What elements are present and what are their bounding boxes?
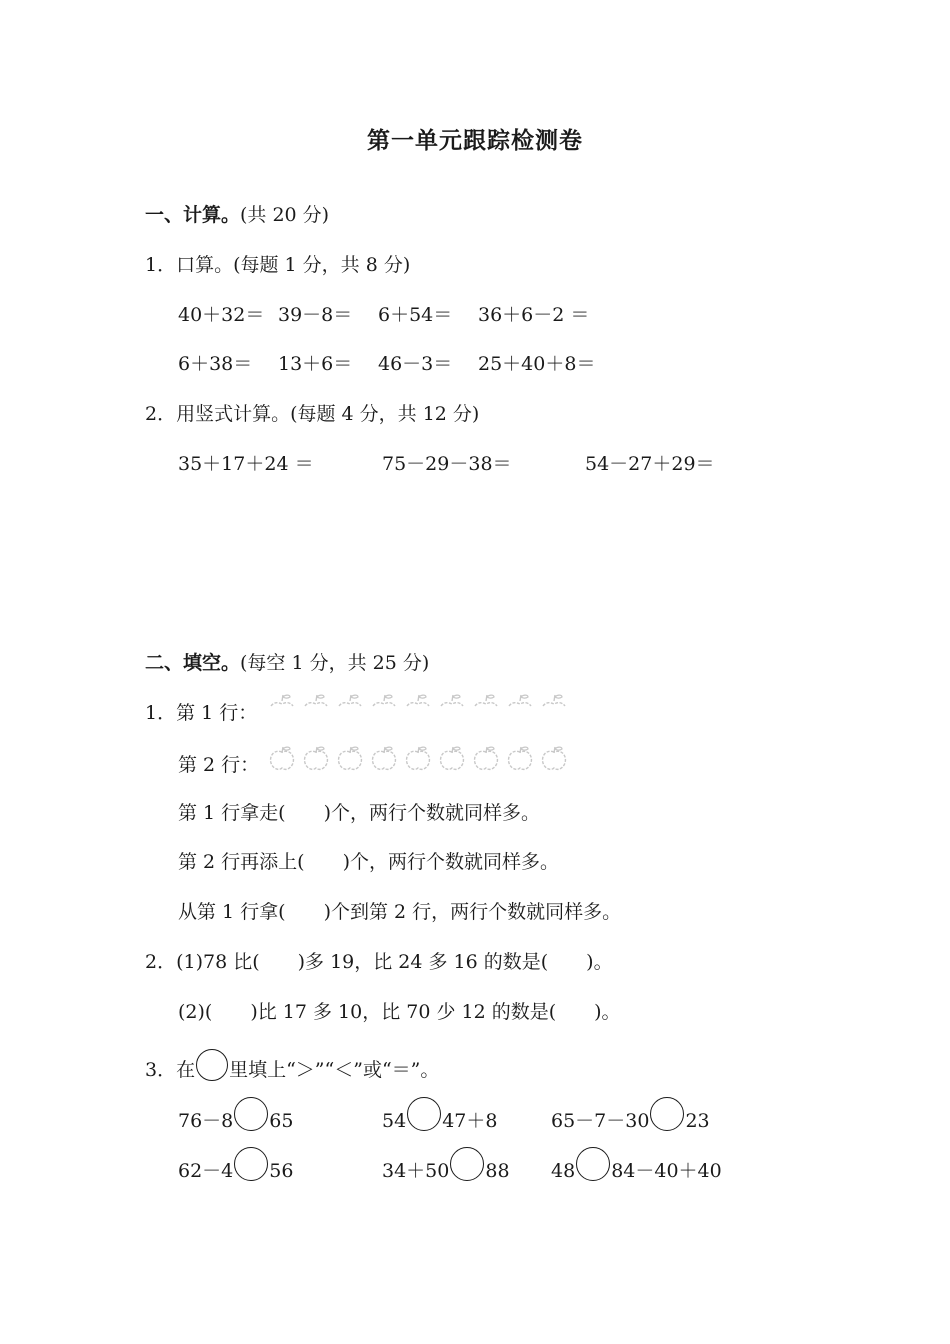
fruit-icon [472,744,500,772]
s1-q1-r2-c4: 25＋40＋8＝ [478,353,596,375]
fruit-icon [404,744,432,772]
s2-q3-item-3 [551,1105,710,1139]
s2-q3-item-2 [382,1105,497,1139]
s2-q1-row1-label: 1．第 1 行： [145,702,258,724]
s2-q3-item-2-right: 47＋8 [442,1110,498,1132]
s2-q3-item-6 [551,1155,722,1189]
s2-q3-item-3-right: 23 [685,1110,710,1132]
s1-q1-label: 1．口算。(每题 1 分，共 8 分) [145,254,411,276]
s2-q1-line1: 第 1 行拿走( )个，两行个数就同样多。 [178,802,540,824]
fruit-icon [506,692,534,720]
s1-q2-label: 2．用竖式计算。(每题 4 分，共 12 分) [145,403,480,425]
s2-q1-row2-label: 第 2 行： [178,754,260,776]
section-2-note: (每空 1 分，共 25 分) [240,652,430,674]
s2-q3-item-1-right: 65 [269,1110,294,1132]
s1-q1-r2-c2: 13＋6＝ [278,353,353,375]
answer-circle-2[interactable] [407,1097,441,1131]
s2-q3-label [145,1055,439,1087]
s1-q1-r1-c3: 6＋54＝ [378,304,453,326]
s1-q1-r2-c1: 6＋38＝ [178,353,253,375]
fruit-icon [268,692,296,720]
s2-q3-label-b: 里填上“＞”“＜”或“＝”。 [229,1059,440,1081]
fruit-icon [540,744,568,772]
s2-q3-item-6-right: 84－40＋40 [611,1160,722,1182]
fruit-icon [302,744,330,772]
answer-circle-5[interactable] [450,1147,484,1181]
s2-q2-line1: 2．(1)78 比( )多 19，比 24 多 16 的数是( )。 [145,951,613,973]
s1-q2-c1: 35＋17＋24 ＝ [178,453,314,475]
s2-q3-item-3-left: 65－7－30 [551,1110,650,1132]
s1-q2-c2: 75－29－38＝ [382,453,512,475]
s1-q1-r2-c3: 46－3＝ [378,353,453,375]
s2-q3-item-4-left: 62－4 [178,1160,234,1182]
s2-q1-line3: 从第 1 行拿( )个到第 2 行，两行个数就同样多。 [178,901,622,923]
s2-q3-item-5-right: 88 [485,1160,510,1182]
answer-circle-6[interactable] [576,1147,610,1181]
answer-circle-3[interactable] [650,1097,684,1131]
fruit-icon [336,692,364,720]
fruit-icon [438,692,466,720]
answer-circle-1[interactable] [234,1097,268,1131]
s2-q3-item-4-right: 56 [269,1160,294,1182]
fruit-icon [540,692,568,720]
s2-q3-label-a: 3．在 [145,1059,196,1081]
s1-q1-r1-c2: 39－8＝ [278,304,353,326]
fruit-row-2 [268,744,574,772]
answer-circle-4[interactable] [234,1147,268,1181]
fruit-icon [268,744,296,772]
fruit-row-1 [268,692,574,720]
section-1-title: 一、计算。 [145,204,241,226]
fruit-icon [506,744,534,772]
s2-q3-item-5 [382,1155,510,1189]
fruit-icon [370,744,398,772]
section-2-title: 二、填空。 [145,652,241,674]
section-2-heading [145,650,429,676]
fruit-icon [438,744,466,772]
fruit-icon [404,692,432,720]
fruit-icon [472,692,500,720]
s1-q2-c3: 54－27＋29＝ [585,453,715,475]
compare-circle-icon [196,1049,228,1081]
fruit-icon [302,692,330,720]
section-1-note: (共 20 分) [240,204,330,226]
s2-q2-line2: (2)( )比 17 多 10，比 70 少 12 的数是( )。 [178,1001,621,1023]
fruit-icon [370,692,398,720]
s2-q3-item-6-left: 48 [551,1160,576,1182]
s2-q3-item-4 [178,1155,293,1189]
fruit-icon [336,744,364,772]
s1-q1-r1-c1: 40＋32＝ [178,304,265,326]
s2-q3-item-5-left: 34＋50 [382,1160,450,1182]
s2-q3-item-2-left: 54 [382,1110,407,1132]
page-title: 第一单元跟踪检测卷 [367,128,583,154]
s1-q1-r1-c4: 36＋6－2 ＝ [478,304,590,326]
s2-q3-item-1-left: 76－8 [178,1110,234,1132]
s2-q3-item-1 [178,1105,293,1139]
s2-q1-line2: 第 2 行再添上( )个，两行个数就同样多。 [178,851,559,873]
section-1-heading [145,202,329,228]
